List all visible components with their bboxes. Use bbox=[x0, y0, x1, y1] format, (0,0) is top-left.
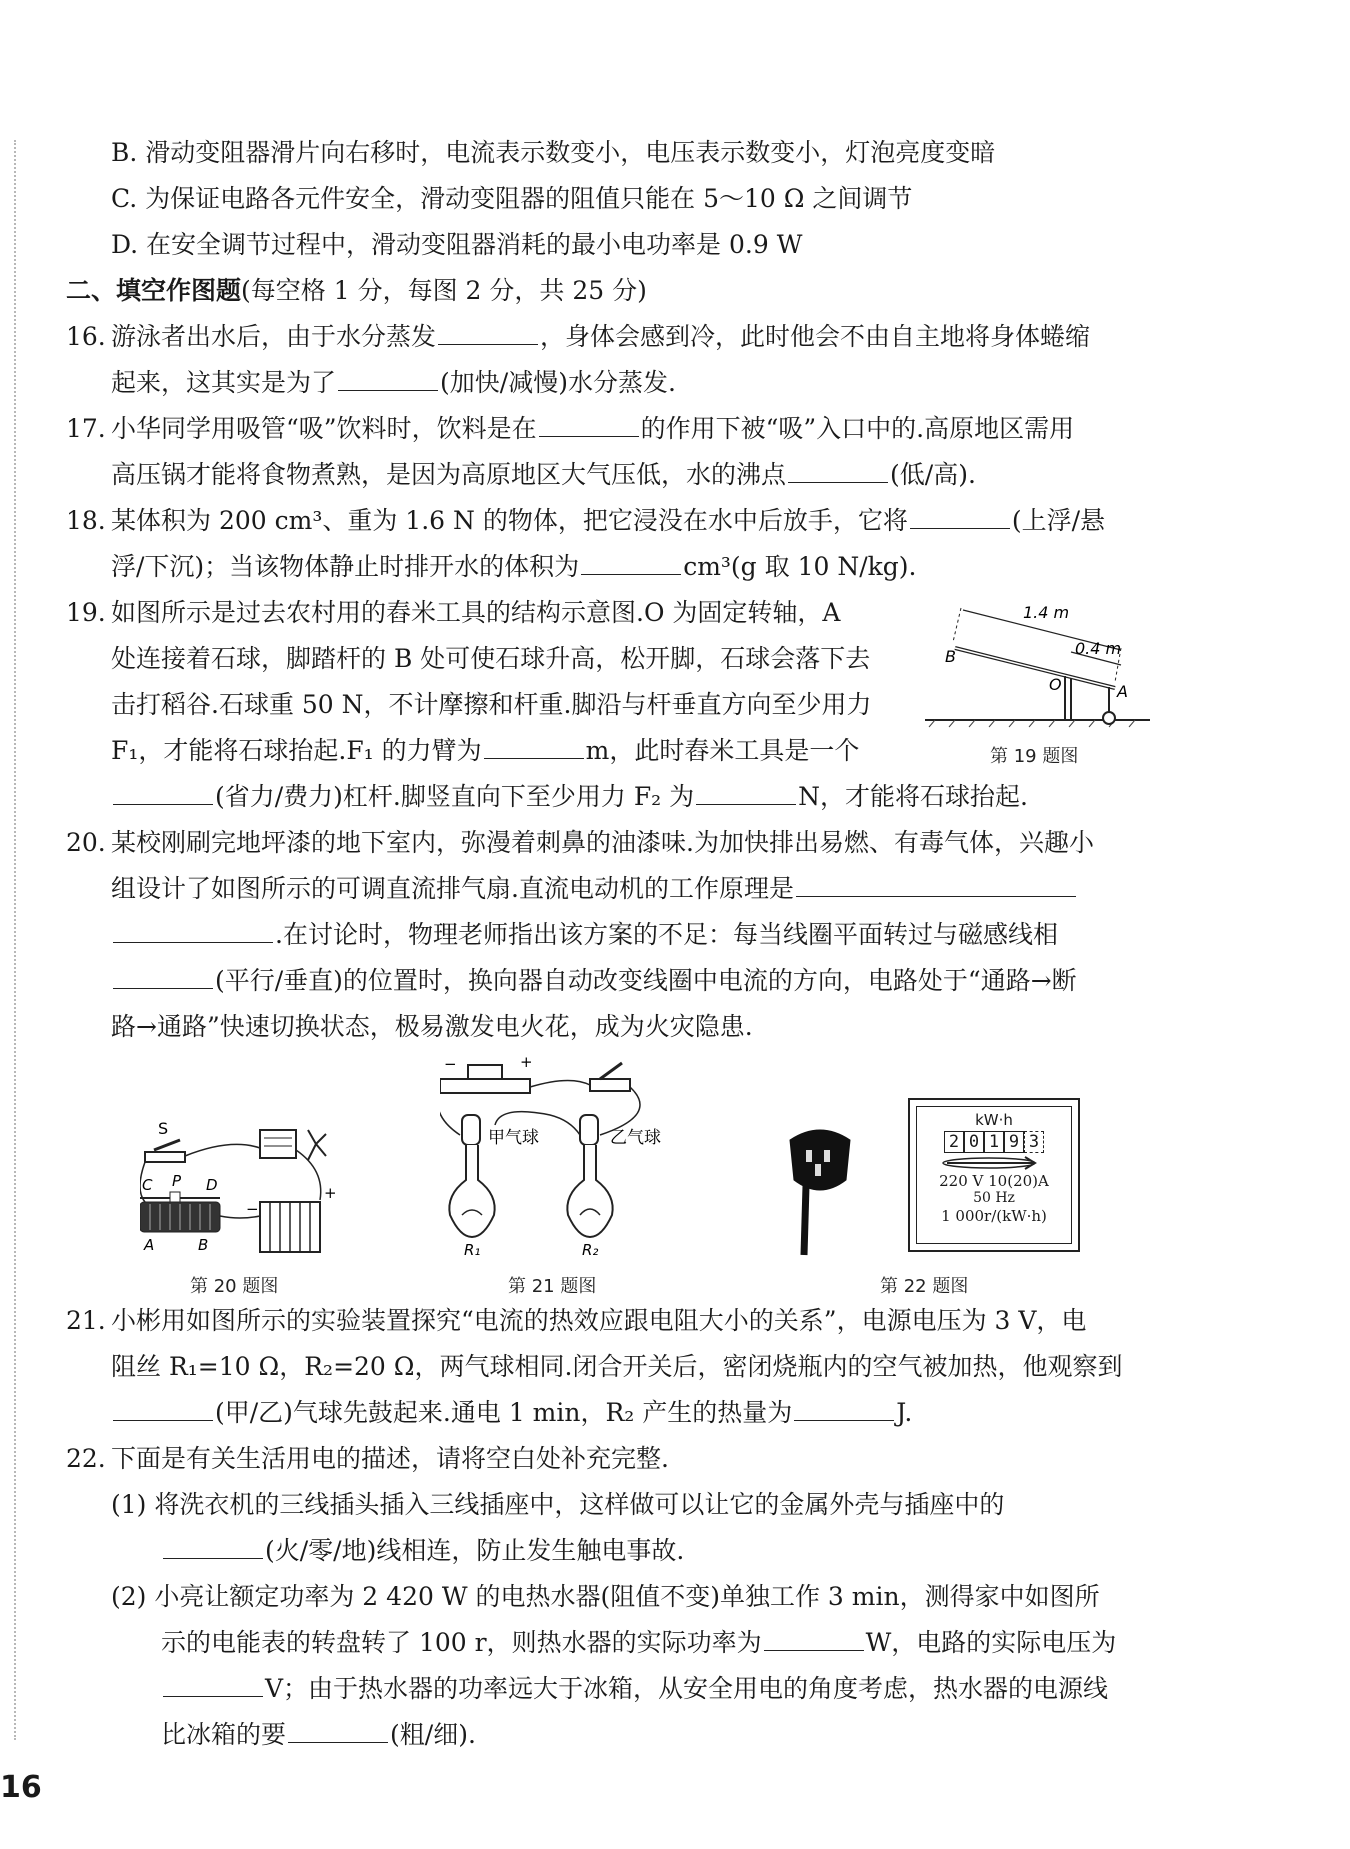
meter-spec-3: 1 000r/(kW·h) bbox=[941, 1207, 1047, 1225]
plug-icon bbox=[790, 1130, 850, 1190]
meter-digit-5: 3 bbox=[1024, 1131, 1044, 1153]
q18-line2 bbox=[66, 544, 1166, 590]
q20-number: 20. bbox=[66, 828, 106, 857]
figure-19-caption: 第 19 题图 bbox=[990, 746, 1079, 767]
option-d: D. 在安全调节过程中，滑动变阻器消耗的最小电功率是 0.9 W bbox=[111, 230, 803, 259]
flask-r2 bbox=[567, 1145, 612, 1237]
label-balloon-yi: 乙气球 bbox=[610, 1128, 661, 1148]
q21-text-c: (甲/乙)气球先鼓起来.通电 1 min，R₂ 产生的热量为 bbox=[215, 1398, 793, 1427]
q22-text-p1b: (火/零/地)线相连，防止发生触电事故. bbox=[265, 1536, 685, 1565]
q16-line2 bbox=[66, 360, 1166, 406]
q20-line3 bbox=[66, 912, 1166, 958]
balloon-jia bbox=[462, 1115, 480, 1145]
q18-text-c: 浮/下沉)；当该物体静止时排开水的体积为 bbox=[111, 552, 580, 581]
flask-r1 bbox=[449, 1145, 494, 1237]
q22-blank1[interactable] bbox=[163, 1530, 263, 1559]
section-title: 二、填空作图题 bbox=[66, 276, 242, 305]
meter-dial-arrow-icon bbox=[917, 1153, 1073, 1173]
q22-text-a: 下面是有关生活用电的描述，请将空白处补充完整. bbox=[111, 1444, 669, 1473]
q19-blank2[interactable] bbox=[113, 776, 213, 805]
q19-blank3[interactable] bbox=[696, 776, 796, 805]
q22-blank4[interactable] bbox=[288, 1714, 388, 1743]
q19-blank1[interactable] bbox=[484, 730, 584, 759]
power-supply bbox=[440, 1079, 530, 1093]
meter-unit: kW·h bbox=[975, 1111, 1013, 1129]
q17-text-b: 的作用下被“吸”入口中的.高原地区需用 bbox=[640, 414, 1075, 443]
q20-text-c: .在讨论时，物理老师指出该方案的不足：每当线圈平面转过与磁感线相 bbox=[275, 920, 1058, 949]
q17-text-a: 小华同学用吸管“吸”饮料时，饮料是在 bbox=[111, 414, 537, 443]
balloon-yi bbox=[580, 1115, 598, 1145]
q21-number: 21. bbox=[66, 1306, 106, 1335]
q18-text-a: 某体积为 200 cm³、重为 1.6 N 的物体，把它浸没在水中后放手，它将 bbox=[111, 506, 908, 535]
label-R1: R₁ bbox=[464, 1241, 481, 1255]
q21-line3 bbox=[66, 1390, 1166, 1436]
stone-ball bbox=[1103, 712, 1115, 724]
q19-text-e1: (省力/费力)杠杆.脚竖直向下至少用力 F₂ 为 bbox=[215, 782, 695, 811]
q19-text-e2: N，才能将石球抬起. bbox=[798, 782, 1028, 811]
q22-text-p2b2: W，电路的实际电压为 bbox=[865, 1628, 1117, 1657]
label-B: B bbox=[198, 1236, 209, 1254]
q22-text-p2d1: 比冰箱的要 bbox=[161, 1720, 287, 1749]
q18-text-b: (上浮/悬 bbox=[1011, 506, 1106, 535]
q17-text-d: (低/高). bbox=[890, 460, 976, 489]
switch-base bbox=[145, 1152, 185, 1162]
switch-lever bbox=[600, 1063, 622, 1079]
label-short-length: 0.4 m bbox=[1075, 639, 1122, 658]
q22-blank2[interactable] bbox=[764, 1622, 864, 1651]
motor-box bbox=[260, 1130, 296, 1158]
q16-text-c: 起来，这其实是为了 bbox=[111, 368, 337, 397]
q19-text-a: 如图所示是过去农村用的舂米工具的结构示意图.O 为固定转轴，A bbox=[111, 598, 841, 627]
q20-blank1b[interactable] bbox=[113, 914, 273, 943]
fan-blade-icon bbox=[308, 1130, 326, 1160]
q22-p2-line1: (2) 小亮让额定功率为 2 420 W 的电热水器(阻值不变)单独工作 3 min，测得家中如图所 bbox=[111, 1582, 1100, 1611]
figure-20-caption: 第 20 题图 bbox=[190, 1276, 279, 1297]
switch-lever bbox=[154, 1140, 180, 1150]
label-B: B bbox=[945, 647, 956, 666]
label-C: C bbox=[142, 1176, 153, 1194]
figure-22-caption: 第 22 题图 bbox=[880, 1276, 969, 1297]
meter-spec-2: 50 Hz bbox=[973, 1190, 1015, 1206]
q20-blank1a[interactable] bbox=[796, 868, 1076, 897]
q22-text-p2d2: (粗/细). bbox=[390, 1720, 476, 1749]
q22-line1 bbox=[66, 1436, 1166, 1482]
q20-text-a: 某校刚刷完地坪漆的地下室内，弥漫着刺鼻的油漆味.为加快排出易燃、有毒气体，兴趣小 bbox=[111, 828, 1094, 857]
q22-text-p2c: V；由于热水器的功率远大于冰箱，从安全用电的角度考虑，热水器的电源线 bbox=[265, 1674, 1109, 1703]
question-content-lower bbox=[66, 1298, 1166, 1758]
meter-digit-1: 2 bbox=[944, 1131, 964, 1153]
q17-number: 17. bbox=[66, 414, 106, 443]
q19-text-d2: m，此时舂米工具是一个 bbox=[585, 736, 860, 765]
figure-21-flasks bbox=[440, 1055, 690, 1255]
q18-number: 18. bbox=[66, 506, 106, 535]
q19-text-d1: F₁，才能将石球抬起.F₁ 的力臂为 bbox=[111, 736, 482, 765]
figure-19-lever bbox=[925, 590, 1155, 730]
label-A: A bbox=[1117, 682, 1128, 701]
q21-blank2[interactable] bbox=[794, 1392, 894, 1421]
q22-number: 22. bbox=[66, 1444, 106, 1473]
meter-digits bbox=[917, 1131, 1071, 1153]
option-b: B. 滑动变阻器滑片向右移时，电流表示数变小，电压表示数变小，灯泡亮度变暗 bbox=[111, 138, 996, 167]
q18-blank1[interactable] bbox=[910, 500, 1010, 529]
q22-p1-line1: (1) 将洗衣机的三线插头插入三线插座中，这样做可以让它的金属外壳与插座中的 bbox=[111, 1490, 1005, 1519]
q22-p2-line4 bbox=[66, 1712, 1166, 1758]
label-plus: + bbox=[324, 1184, 337, 1202]
option-c: C. 为保证电路各元件安全，滑动变阻器的阻值只能在 5～10 Ω 之间调节 bbox=[111, 184, 913, 213]
q21-text-d: J. bbox=[896, 1398, 913, 1427]
q21-text-a: 小彬用如图所示的实验装置探究“电流的热效应跟电阻大小的关系”，电源电压为 3 V，电 bbox=[111, 1306, 1087, 1335]
q18-line1 bbox=[66, 498, 1166, 544]
q16-blank1[interactable] bbox=[438, 316, 538, 345]
margin-dotted-line bbox=[14, 140, 16, 1740]
section-note: (每空格 1 分，每图 2 分，共 25 分) bbox=[241, 276, 647, 305]
q17-blank1[interactable] bbox=[539, 408, 639, 437]
meter-inner-frame bbox=[916, 1106, 1072, 1244]
rheostat-slider bbox=[170, 1192, 180, 1202]
q20-line5: 路→通路”快速切换状态，极易激发电火花，成为火灾隐患. bbox=[111, 1012, 753, 1041]
q22-p1-line2 bbox=[66, 1528, 1166, 1574]
figure-20-circuit bbox=[140, 1120, 340, 1260]
q19-line3: 击打稻谷.石球重 50 N，不计摩擦和杆重.脚沿与杆垂直方向至少用力 bbox=[111, 690, 872, 719]
label-P: P bbox=[172, 1172, 182, 1190]
q20-line4 bbox=[66, 958, 1166, 1004]
q22-text-p2b1: 示的电能表的转盘转了 100 r，则热水器的实际功率为 bbox=[161, 1628, 762, 1657]
q21-line2: 阻丝 R₁=10 Ω，R₂=20 Ω，两气球相同.闭合开关后，密闭烧瓶内的空气被加热，他观察到 bbox=[111, 1352, 1123, 1381]
figure-22-plug bbox=[780, 1120, 860, 1260]
q17-blank2[interactable] bbox=[788, 454, 888, 483]
figure-21-caption: 第 21 题图 bbox=[508, 1276, 597, 1297]
q20-blank2[interactable] bbox=[113, 960, 213, 989]
label-S: S bbox=[158, 1120, 169, 1138]
q22-p2-line3 bbox=[66, 1666, 1166, 1712]
label-plus: + bbox=[520, 1055, 533, 1071]
label-minus: − bbox=[246, 1200, 259, 1218]
q18-text-d: cm³(g 取 10 N/kg). bbox=[683, 552, 917, 581]
page-number: 16 bbox=[0, 1770, 42, 1805]
q19-line5 bbox=[66, 774, 1166, 820]
q22-blank3[interactable] bbox=[163, 1668, 263, 1697]
q20-line2 bbox=[66, 866, 1166, 912]
q16-text-d: (加快/减慢)水分蒸发. bbox=[440, 368, 676, 397]
figure-22-meter bbox=[908, 1098, 1080, 1252]
battery-cell bbox=[468, 1065, 502, 1079]
q16-blank2[interactable] bbox=[338, 362, 438, 391]
label-R2: R₂ bbox=[582, 1241, 599, 1255]
label-balloon-jia: 甲气球 bbox=[488, 1128, 539, 1148]
section-heading bbox=[66, 268, 1166, 314]
q17-line2 bbox=[66, 452, 1166, 498]
q19-line2: 处连接着石球，脚踏杆的 B 处可使石球升高，松开脚，石球会落下去 bbox=[111, 644, 871, 673]
label-A: A bbox=[144, 1236, 155, 1254]
meter-spec-1: 220 V 10(20)A bbox=[939, 1172, 1049, 1190]
meter-digit-3: 1 bbox=[984, 1131, 1004, 1153]
q16-line1 bbox=[66, 314, 1166, 360]
label-total-length: 1.4 m bbox=[1023, 603, 1070, 622]
label-D: D bbox=[206, 1176, 218, 1194]
q20-line1 bbox=[66, 820, 1166, 866]
q19-number: 19. bbox=[66, 598, 106, 627]
q16-text-a: 游泳者出水后，由于水分蒸发 bbox=[111, 322, 437, 351]
q17-text-c: 高压锅才能将食物煮熟，是因为高原地区大气压低，水的沸点 bbox=[111, 460, 787, 489]
q18-blank2[interactable] bbox=[581, 546, 681, 575]
q21-blank1[interactable] bbox=[113, 1392, 213, 1421]
q21-line1 bbox=[66, 1298, 1166, 1344]
q16-number: 16. bbox=[66, 322, 106, 351]
q22-p2-line2 bbox=[66, 1620, 1166, 1666]
label-minus: − bbox=[444, 1055, 457, 1073]
label-O: O bbox=[1049, 675, 1062, 694]
q16-text-b: ，身体会感到冷，此时他会不由自主地将身体蜷缩 bbox=[540, 322, 1091, 351]
q20-text-d: (平行/垂直)的位置时，换向器自动改变线圈中电流的方向，电路处于“通路→断 bbox=[215, 966, 1077, 995]
meter-digit-4: 9 bbox=[1004, 1131, 1024, 1153]
switch-base bbox=[590, 1079, 630, 1091]
q20-text-b: 组设计了如图所示的可调直流排气扇.直流电动机的工作原理是 bbox=[111, 874, 794, 903]
q17-line1 bbox=[66, 406, 1166, 452]
meter-digit-2: 0 bbox=[964, 1131, 984, 1153]
